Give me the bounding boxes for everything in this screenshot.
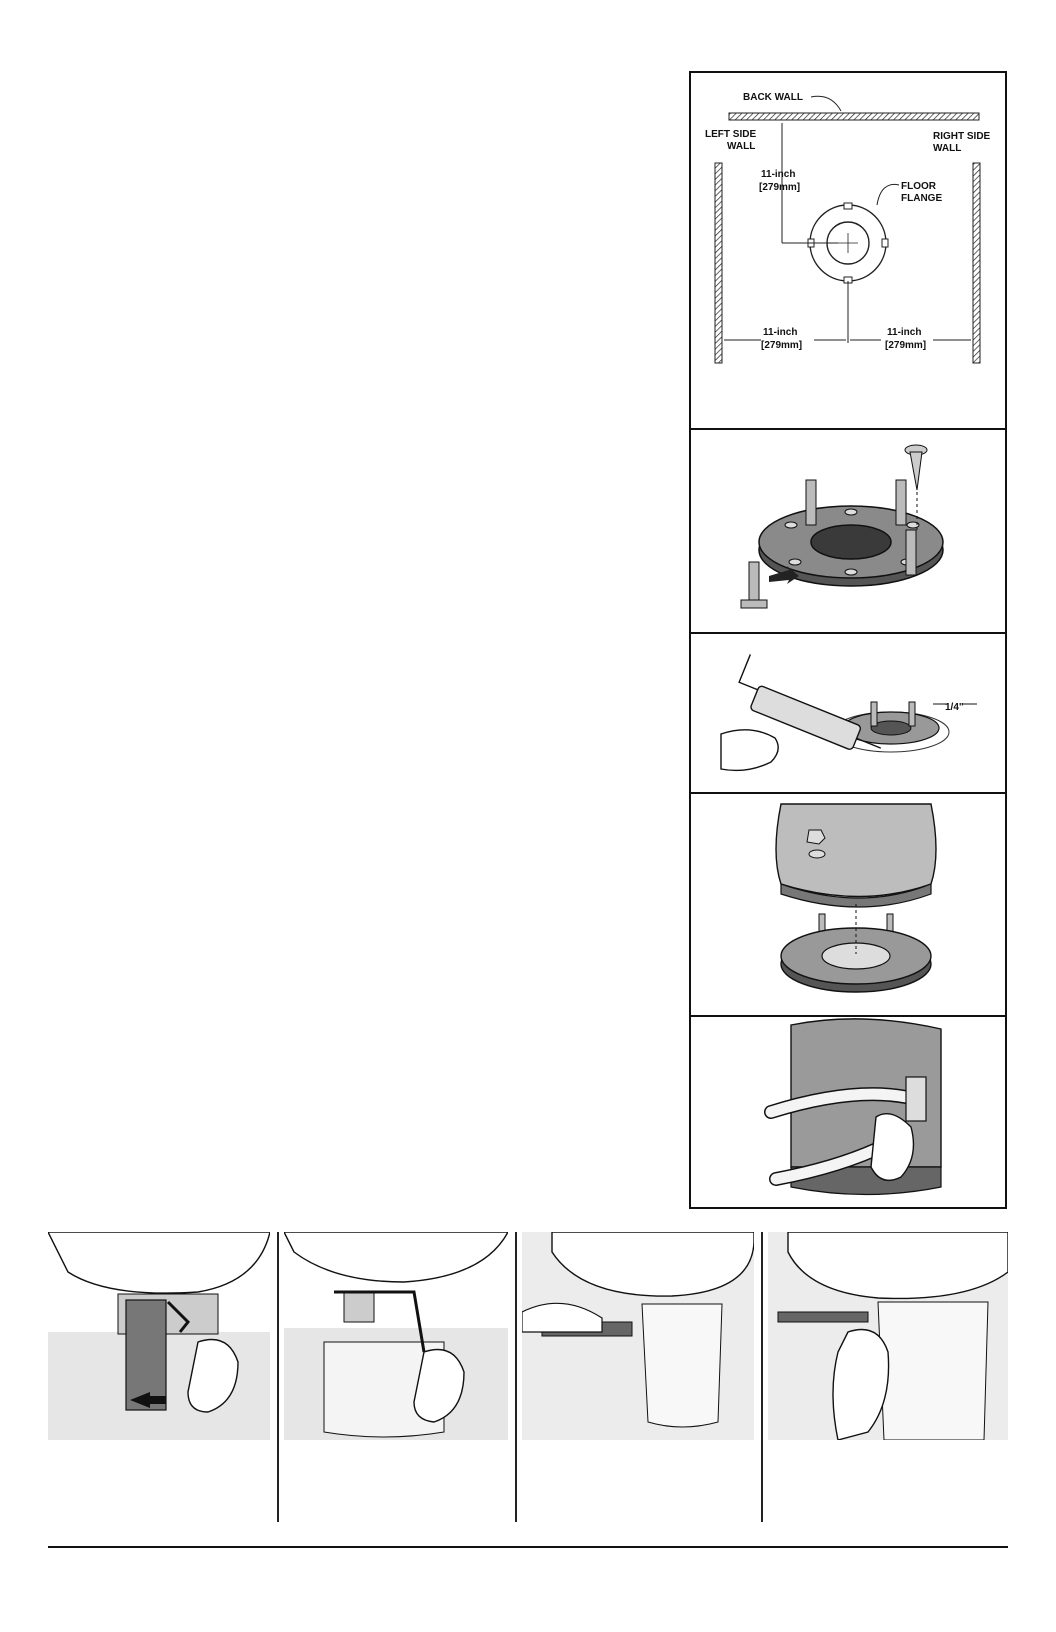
floor-flange-layout-diagram <box>691 73 1005 428</box>
sealant-gap-label: 1/4" <box>945 702 964 713</box>
step-illustration-4 <box>768 1232 1008 1440</box>
step-illustration-1 <box>48 1232 270 1440</box>
back-wall <box>729 113 979 120</box>
floor-flange-label-1: FLOOR <box>901 181 936 192</box>
left-side-wall <box>715 163 722 363</box>
floor-flange-leader <box>877 184 899 205</box>
flange-bolts-illustration <box>691 430 1005 632</box>
base-onto-flange-illustration <box>691 794 1005 1015</box>
left-wall-label-1: LEFT SIDE <box>705 129 757 140</box>
back-distance-label-2: [279mm] <box>759 182 801 193</box>
right-wall-label-2: WALL <box>933 143 962 154</box>
right-side-wall <box>973 163 980 363</box>
strip-divider <box>761 1232 763 1522</box>
right-distance-label-2: [279mm] <box>885 340 927 351</box>
back-distance-label-1: 11-inch <box>761 169 796 180</box>
back-wall-label: BACK WALL <box>743 92 803 103</box>
sealant-application-illustration <box>691 634 1005 792</box>
left-distance-label-2: [279mm] <box>761 340 803 351</box>
strip-divider <box>277 1232 279 1522</box>
right-distance-label-1: 11-inch <box>887 327 922 338</box>
bottom-illustration-strip <box>48 1232 1008 1522</box>
footer-rule <box>48 1546 1008 1548</box>
strip-divider <box>515 1232 517 1522</box>
left-distance-label-1: 11-inch <box>763 327 798 338</box>
right-wall-label-1: RIGHT SIDE <box>933 131 991 142</box>
left-wall-label-2: WALL <box>727 141 756 152</box>
step-illustration-2 <box>284 1232 508 1440</box>
back-wall-leader <box>811 96 841 111</box>
illustration-panel <box>689 71 1007 1209</box>
water-line-connection-illustration <box>691 1017 1005 1207</box>
step-illustration-3 <box>522 1232 754 1440</box>
floor-flange-label-2: FLANGE <box>901 193 943 204</box>
